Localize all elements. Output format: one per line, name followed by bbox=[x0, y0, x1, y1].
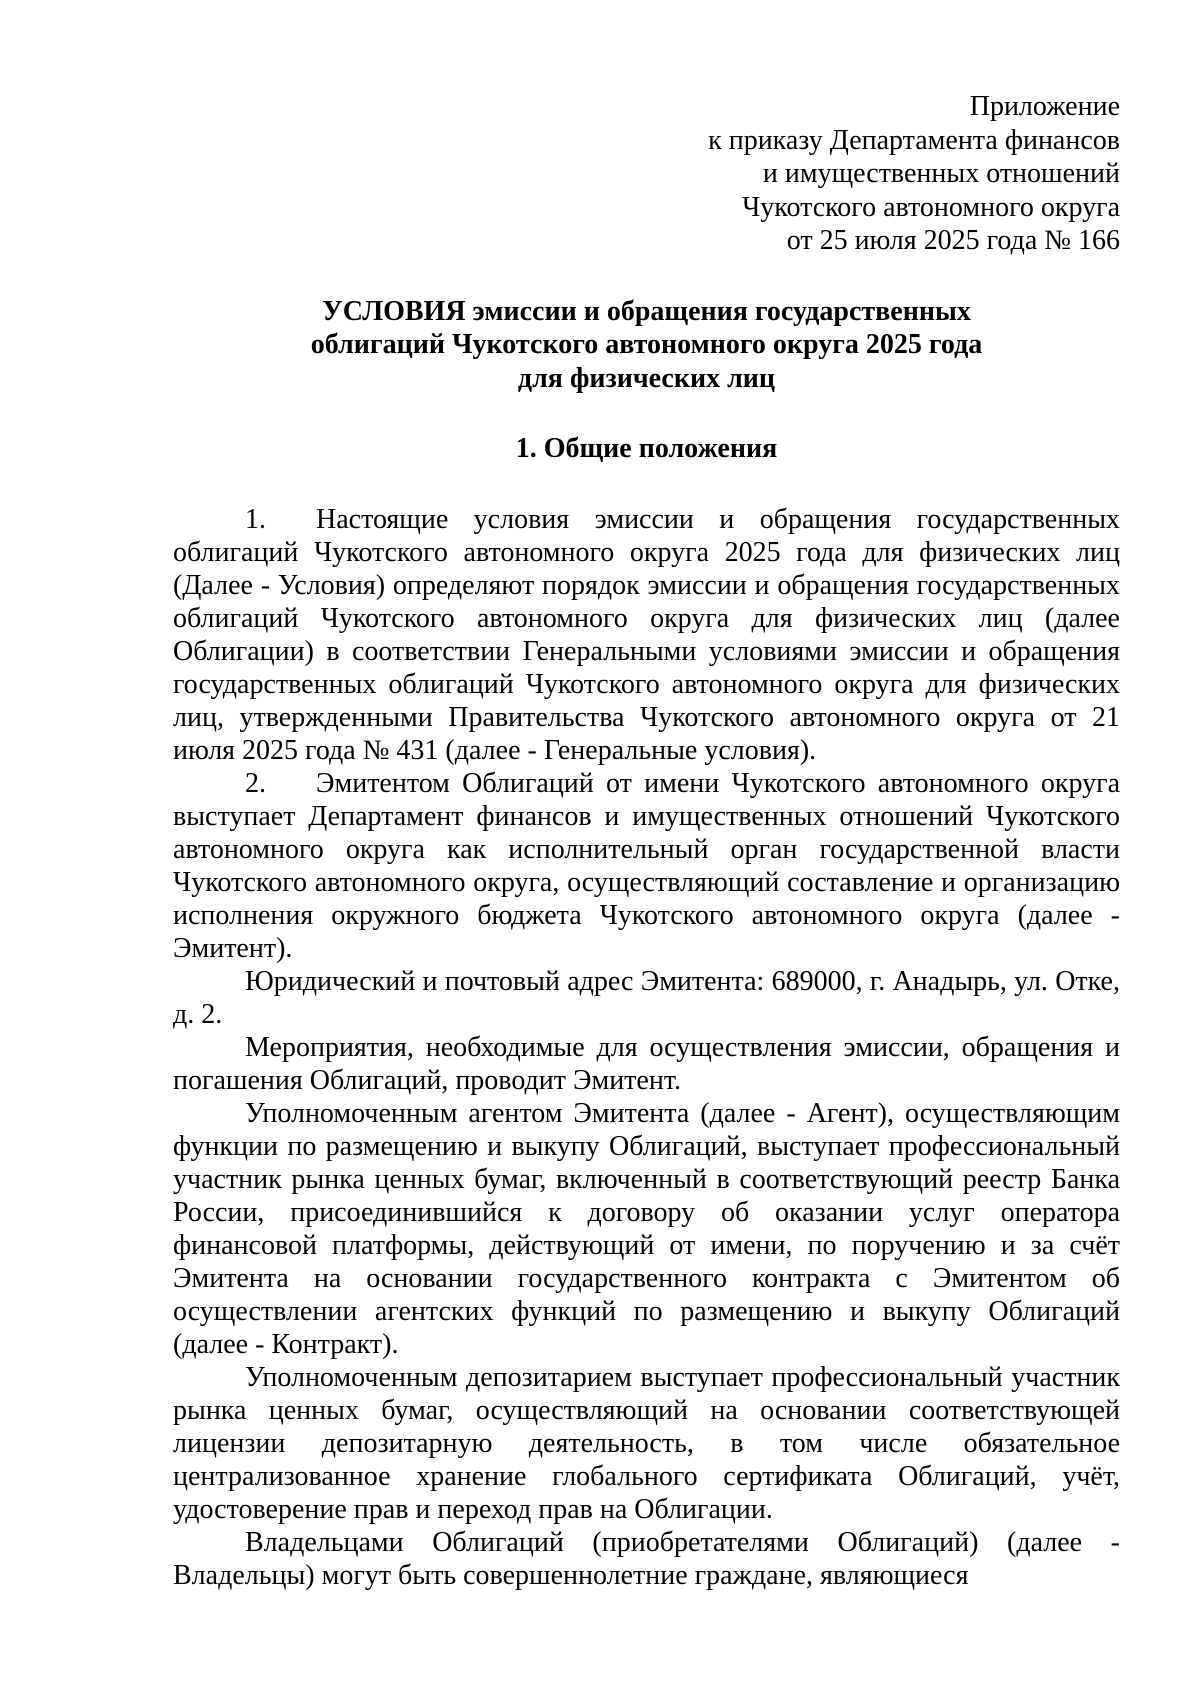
document-title bbox=[173, 295, 1120, 396]
paragraph-text: Эмитентом Облигаций от имени Чукотского автономного округа выступает Департамент финансов и имущественных отношений Чукотского автономного округа как исполнительный орган государственной власти Чукотского автономного округа, осуществляющий составление и организацию исполнения окружного бюджета Чукотского автономного округа (далее - Эмитент). bbox=[173, 767, 1120, 964]
paragraph-number: 2. bbox=[245, 767, 266, 799]
title-line-2: облигаций Чукотского автономного округа 2025 года bbox=[310, 329, 983, 360]
paragraph-depositary: Уполномоченным депозитарием выступает профессиональный участник рынка ценных бумаг, осуществляющий на основании соответствующей лицензии депозитарную деятельность, в том числе обязательное централизованное хранение глобального сертификата Облигаций, учёт, удостоверение прав и переход прав на Облигации. bbox=[173, 1361, 1120, 1525]
paragraph-address: Юридический и почтовый адрес Эмитента: 689000, г. Анадырь, ул. Отке, д. 2. bbox=[173, 965, 1120, 1030]
title-line-1: УСЛОВИЯ эмиссии и обращения государственных bbox=[322, 295, 971, 327]
appendix-order-line: к приказу Департамента финансов bbox=[708, 124, 1120, 156]
paragraph-agent: Уполномоченным агентом Эмитента (далее - Агент), осуществляющим функции по размещению и выкупу Облигаций, выступает профессиональный участник рынка ценных бумаг, включенный в соответствующий реестр Банка России, присоединившийся к договору об оказании услуг оператора финансовой платформы, действующий от имени, по поручению и за счёт Эмитента на основании государственного контракта с Эмитентом об осуществлении агентских функций по размещению и выкупу Облигаций (далее - Контракт). bbox=[173, 1097, 1120, 1360]
section-body bbox=[173, 503, 1120, 1592]
appendix-header bbox=[173, 90, 1120, 258]
paragraph-number: 1. bbox=[245, 503, 266, 535]
appendix-date-line: от 25 июля 2025 года № 166 bbox=[786, 225, 1120, 256]
paragraph-text: Настоящие условия эмиссии и обращения государственных облигаций Чукотского автономного округа 2025 года для физических лиц (Далее - Условия) определяют порядок эмиссии и обращения государственных облигаций Чукотского автономного округа для физических лиц (далее Облигации) в соответствии Генеральными условиями эмиссии и обращения государственных облигаций Чукотского автономного округа для физических лиц, утвержденными Правительства Чукотского автономного округа от 21 июля 2025 года № 431 (далее - Генеральные условия). bbox=[173, 503, 1120, 766]
paragraph-owners: Владельцами Облигаций (приобретателями Облигаций) (далее - Владельцы) могут быть совершеннолетние граждане, являющиеся bbox=[173, 1526, 1120, 1591]
appendix-department-line: и имущественных отношений bbox=[762, 158, 1120, 189]
numbered-paragraph-2 bbox=[173, 767, 1120, 965]
paragraph-measures: Мероприятия, необходимые для осуществления эмиссии, обращения и погашения Облигаций, проводит Эмитент. bbox=[173, 1031, 1120, 1096]
document-page bbox=[173, 90, 1120, 1592]
numbered-paragraph-1 bbox=[173, 503, 1120, 767]
title-line-3: для физических лиц bbox=[517, 362, 776, 394]
appendix-label: Приложение bbox=[969, 91, 1120, 122]
appendix-region-line: Чукотского автономного округа bbox=[742, 191, 1120, 223]
section-heading: 1. Общие положения bbox=[515, 433, 778, 464]
